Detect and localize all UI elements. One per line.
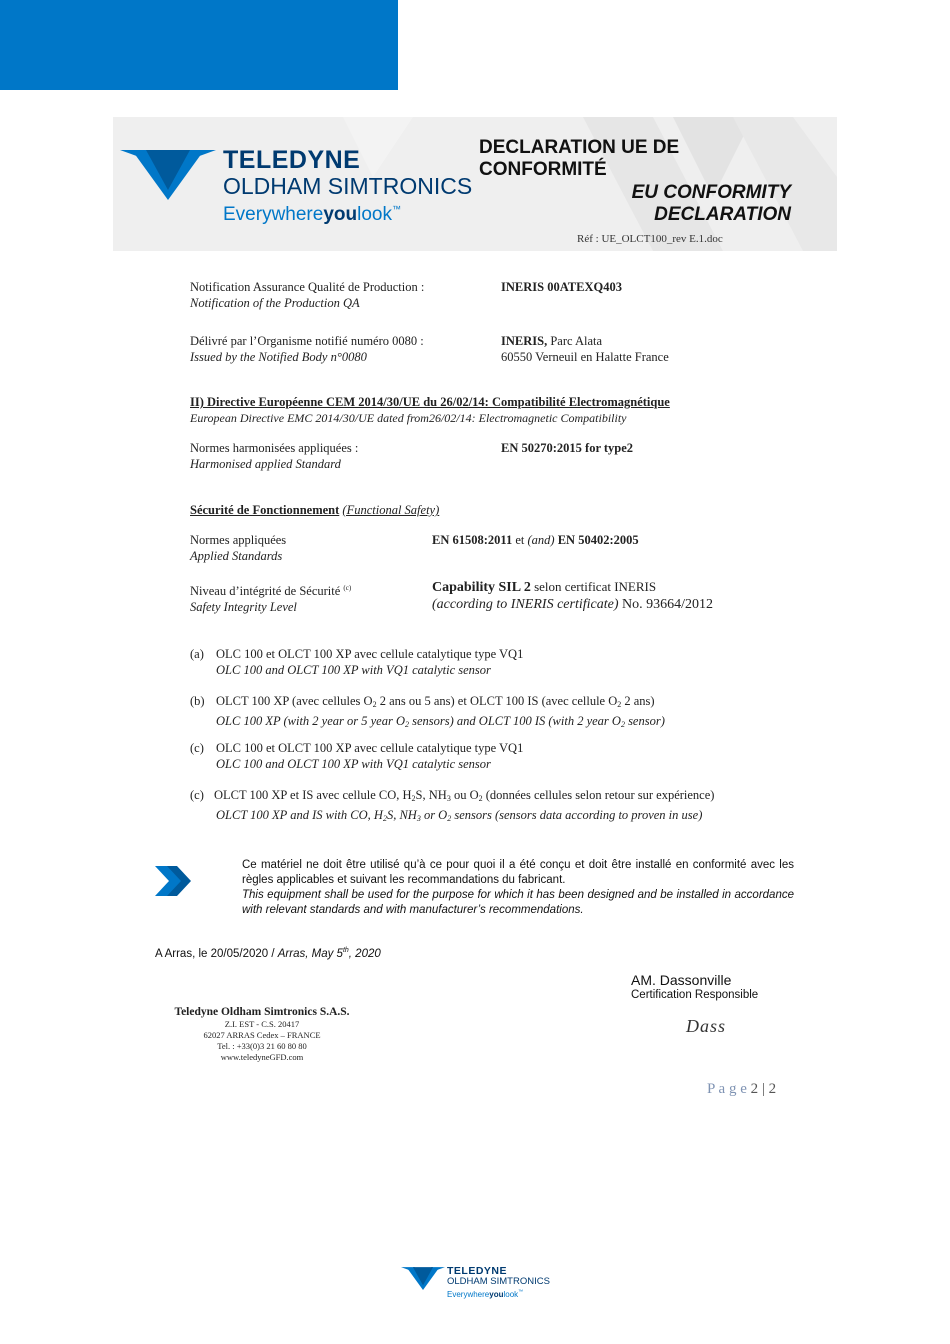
title-en: EU CONFORMITY DECLARATION xyxy=(631,182,791,225)
safety-title: Sécurité de Fonctionnement (Functional Safety) xyxy=(190,503,440,517)
harmonised-standard-label: Normes harmonisées appliquées : Harmonised applied Standard xyxy=(190,441,359,471)
header-band xyxy=(113,117,837,251)
qa-value: INERIS 00ATEXQ403 xyxy=(501,280,622,294)
teledyne-logo-icon xyxy=(120,150,216,202)
warning-text: Ce matériel ne doit être utilisé qu’à ce pour quoi il a été conçu et doit être installé en conformité avec les règles applicables et suivant les recommandations du fabricant. This equipment shall be used for the purpose for which it has been designed and be installed in accordance with relevant standards and with manufacturer’s recommendations. xyxy=(242,859,794,916)
chevron-right-icon xyxy=(155,866,191,896)
applied-standards-label: Normes appliquées Applied Standards xyxy=(190,533,287,563)
signatory-role: Certification Responsible xyxy=(631,989,759,1001)
logo-tagline: Everywhereyoulook™ xyxy=(223,204,401,225)
note-c-first: (c) OLC 100 et OLCT 100 XP avec cellule catalytique type VQ1 OLC 100 and OLCT 100 XP with VQ1 catalytic sensor xyxy=(190,741,524,771)
company-block: Teledyne Oldham Simtronics S.A.S. Z.I. EST - C.S. 20417 62027 ARRAS Cedex – FRANCE Tel. : +33(0)3 21 60 80 80 www.teledyneGFD.com xyxy=(174,1006,350,1062)
sil-label: Niveau d’intégrité de Sécurité $^{(c)}$ Safety Integrity Level xyxy=(190,584,352,614)
note-b: (b) OLCT 100 XP (avec cellules $O_2$ 2 ans ou 5 ans) et OLCT 100 IS (avec cellule $O_2$ 2 ans) OLC 100 XP (with 2 year or 5 year $O_2$ sensors) and OLCT 100 IS (with 2 year $O_2$ sensor) xyxy=(190,694,665,729)
directive-title: II) Directive Européenne CEM 2014/30/UE du 26/02/14: Compatibilité Electromagnétique xyxy=(190,395,670,409)
qa-label: Notification Assurance Qualité de Production : Notification of the Production QA xyxy=(190,280,425,310)
reference-text: Réf : UE_OLCT100_rev E.1.doc xyxy=(577,233,723,245)
title-fr: DECLARATION UE DE CONFORMITÉ xyxy=(479,137,680,180)
logo-teledyne-text: TELEDYNE xyxy=(223,146,361,174)
page-number: P a g e 2 | 2 xyxy=(707,1081,777,1097)
harmonised-standard-value: EN 50270:2015 for type2 xyxy=(501,441,634,455)
footer-logo-icon xyxy=(401,1267,445,1291)
sil-value: Capability SIL 2 selon certificat INERIS (according to INERIS certificate) No. 93664/2012 xyxy=(432,579,713,612)
footer-logo-text: TELEDYNE OLDHAM SIMTRONICS Everywhereyoulook™ xyxy=(447,1265,550,1299)
top-blue-bar xyxy=(0,0,398,90)
signature: Dass xyxy=(686,1016,727,1036)
applied-standards-value: EN 61508:2011 et (and) EN 50402:2005 xyxy=(432,533,639,547)
note-a: (a) OLC 100 et OLCT 100 XP avec cellule catalytique type VQ1 OLC 100 and OLCT 100 XP with VQ1 catalytic sensor xyxy=(190,647,524,677)
signatory-name: AM. Dassonville xyxy=(631,972,732,988)
date-line: A Arras, le 20/05/2020 / Arras, May 5th, 2020 xyxy=(155,947,381,960)
notified-body-value: INERIS, Parc Alata 60550 Verneuil en Halatte France xyxy=(501,334,669,364)
note-c-second: (c) OLCT 100 XP et IS avec cellule CO, $H_2S$, $NH_3$ ou $O_2$ (données cellules selon retour sur expérience) OLCT 100 XP and IS with CO, $H_2S$, $NH_3$ or $O_2$ sensors (sensors data according to proven in use) xyxy=(190,788,715,823)
directive-subtitle: European Directive EMC 2014/30/UE dated from26/02/14: Electromagnetic Compatibility xyxy=(190,411,627,425)
logo-oldham-text: OLDHAM SIMTRONICS xyxy=(223,173,473,199)
notified-body-label: Délivré par l’Organisme notifié numéro 0080 : Issued by the Notified Body n°0080 xyxy=(190,334,424,364)
